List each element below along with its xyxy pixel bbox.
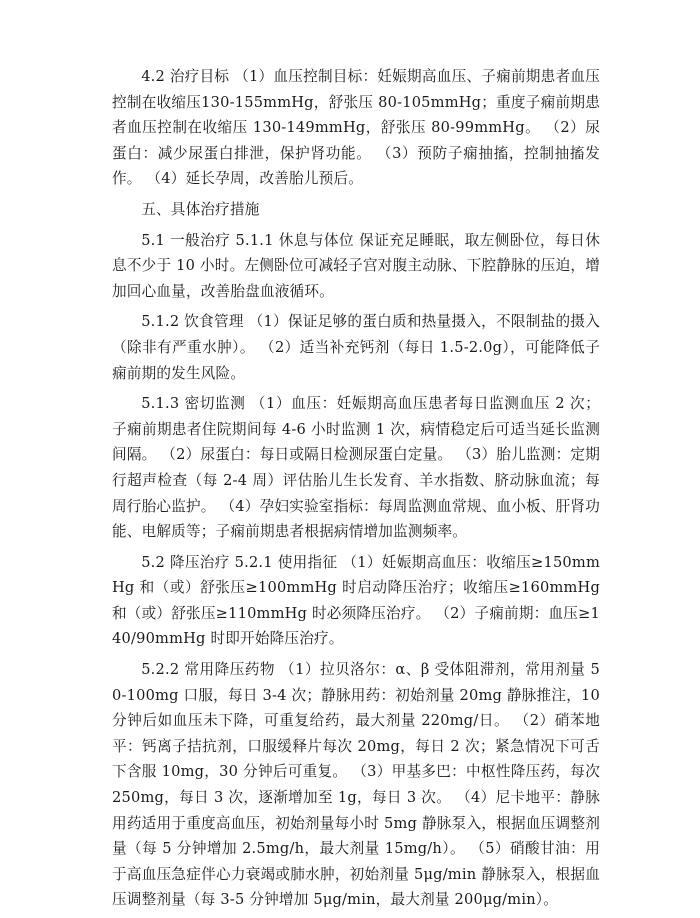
section-heading-specific-treatment: 五、具体治疗措施	[141, 200, 260, 218]
paragraph-antihypertensive-indications: 5.2 降压治疗 5.2.1 使用指征 （1）妊娠期高血压：收缩压≥150mmHg 和（或）舒张压≥100mmHg 时启动降压治疗；收缩压≥160mmHg 和（或）舒张压≥110mmHg 时必须降压治疗。 （2）子痫前期：血压≥140/90mmHg 时即开始降压治疗。	[112, 553, 600, 648]
paragraph-close-monitoring: 5.1.3 密切监测 （1）血压：妊娠期高血压患者每日监测血压 2 次；子痫前期患者住院期间每 4-6 小时监测 1 次，病情稳定后可适当延长监测间隔。 （2）尿蛋白：每日或隔日检测尿蛋白定量。 （3）胎儿监测：定期行超声检查（每 2-4 周）评估胎儿生长发育、羊水指数、脐动脉血流；每周行胎心监护。 （4）孕妇实验室指标：每周监测血常规、血小板、肝肾功能、电解质等；子痫前期患者根据病情增加监测频率。	[112, 395, 600, 541]
paragraph-common-antihypertensive-drugs: 5.2.2 常用降压药物 （1）拉贝洛尔：α、β 受体阻滞剂，常用剂量 50-100mg 口服，每日 3-4 次；静脉用药：初始剂量 20mg 静脉推注，10 分钟后如血压未下降，可重复给药，最大剂量 220mg/日。 （2）硝苯地平：钙离子拮抗剂，口服缓释片每次 20mg，每日 2 次；紧急情况下可舌下含服 10mg，30 分钟后可重复。 （3）甲基多巴：中枢性降压药，每次 250mg，每日 3 次，逐渐增加至 1g，每日 3 次。 （4）尼卡地平：静脉用药适用于重度高血压，初始剂量每小时 5mg 静脉泵入，根据血压调整剂量（每 5 分钟增加 2.5mg/h，最大剂量 15mg/h）。 （5）硝酸甘油：用于高血压急症伴心力衰竭或肺水肿，初始剂量 5μg/min 静脉泵入，根据血压调整剂量（每 3-5 分钟增加 5μg/min，最大剂量 200μg/min）。	[112, 661, 600, 909]
paragraph-diet-management: 5.1.2 饮食管理 （1）保证足够的蛋白质和热量摄入，不限制盐的摄入（除非有严重水肿）。 （2）适当补充钙剂（每日 1.5-2.0g），可能降低子痫前期的发生风险。	[112, 313, 600, 382]
paragraph-general-treatment-rest: 5.1 一般治疗 5.1.1 休息与体位 保证充足睡眠，取左侧卧位，每日休息不少于 10 小时。左侧卧位可减轻子宫对腹主动脉、下腔静脉的压迫，增加回心血量，改善胎盘血液循环。	[112, 231, 600, 300]
paragraph-treatment-goals: 4.2 治疗目标 （1）血压控制目标：妊娠期高血压、子痫前期患者血压控制在收缩压130-155mmHg，舒张压 80-105mmHg；重度子痫前期患者血压控制在收缩压 130-149mmHg，舒张压 80-99mmHg。 （2）尿蛋白：减少尿蛋白排泄，保护肾功能。 （3）预防子痫抽搐，控制抽搐发作。 （4）延长孕周，改善胎儿预后。	[112, 68, 600, 188]
document-body	[112, 64, 600, 918]
